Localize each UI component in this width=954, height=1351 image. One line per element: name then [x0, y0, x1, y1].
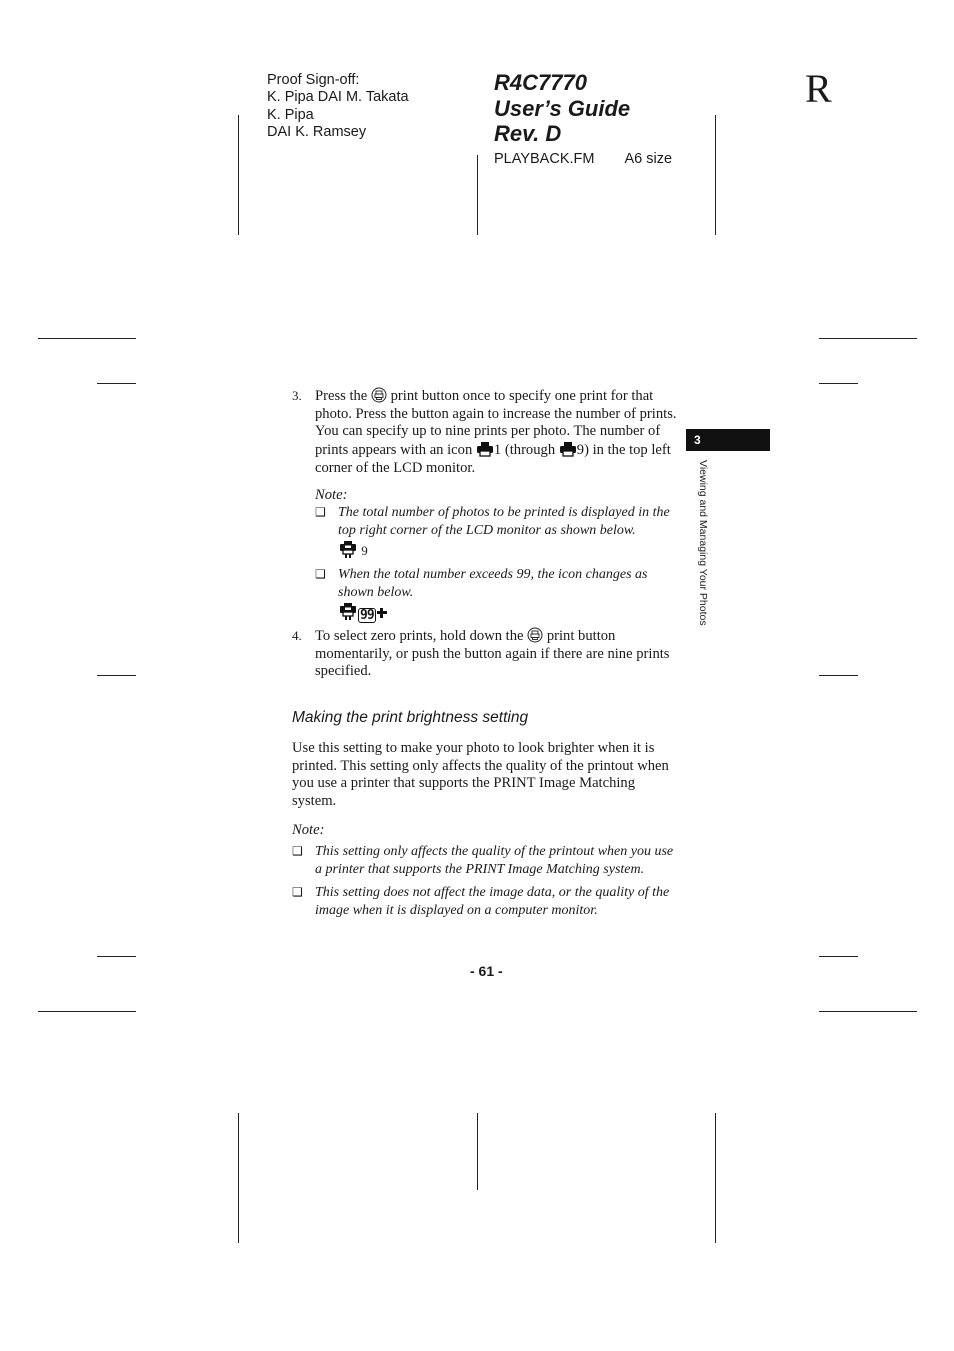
proof-line: K. Pipa DAI M. Takata	[267, 89, 409, 106]
document-title	[494, 70, 630, 147]
step-3	[292, 387, 682, 477]
note-bullet	[315, 566, 675, 606]
crop-mark-right-2	[819, 383, 858, 384]
step-text-part: print button momentarily, or push the button again if there are nine prints specified.	[315, 628, 670, 680]
step-text-part: 9) in the top left corner of the LCD monitor.	[315, 442, 671, 476]
file-info	[494, 151, 672, 167]
step-text-part: print button once to specify one print for that photo. Press the button again to increase the number of prints. You can specify up to nine prints per photo. The number of prints appears with an icon	[315, 388, 677, 459]
crop-mark-left-3	[97, 675, 136, 676]
bullet-text: This setting only affects the quality of the printout when you use a printer that supports the PRINT Image Matching system.	[315, 844, 674, 877]
crop-mark-left-5	[38, 1011, 136, 1012]
crop-mark-top-right-vertical	[715, 115, 716, 235]
page-size: A6 size	[624, 151, 673, 167]
crop-mark-right-4	[819, 956, 858, 957]
crop-mark-top-left-vertical	[238, 115, 239, 235]
page-number: - 61 -	[470, 963, 503, 979]
print-button-icon	[527, 627, 543, 643]
proof-signoff	[267, 72, 409, 141]
crop-mark-left-1	[38, 338, 136, 339]
step-4	[292, 627, 682, 683]
file-name: PLAYBACK.FM	[494, 151, 595, 167]
note-heading: Note:	[315, 487, 348, 503]
plus-icon	[377, 608, 387, 618]
step-number: 3.	[292, 388, 302, 403]
step-text	[315, 627, 683, 681]
checkbox-bullet-icon: ❑	[315, 505, 326, 519]
crop-mark-bottom-center-vertical	[477, 1113, 478, 1190]
crop-mark-left-4	[97, 956, 136, 957]
note-bullet	[315, 504, 675, 544]
total-prints-icon	[338, 541, 368, 559]
bullet-text: When the total number exceeds 99, the icon changes as shown below.	[338, 567, 648, 600]
chapter-tab: 3	[686, 429, 770, 451]
bullet-text: The total number of photos to be printed is displayed in the top right corner of the LCD monitor as shown below.	[338, 505, 670, 538]
section-heading: Making the print brightness setting	[292, 709, 529, 726]
note-bullet	[292, 884, 682, 922]
proof-line: DAI K. Ramsey	[267, 123, 367, 140]
crop-mark-left-2	[97, 383, 136, 384]
title-line: User’s Guide	[494, 95, 631, 121]
checkbox-bullet-icon: ❑	[292, 844, 303, 858]
stacked-printer-icon	[338, 541, 358, 559]
checkbox-bullet-icon: ❑	[315, 567, 326, 581]
over-99-value: 99	[360, 608, 374, 623]
bullet-text: This setting does not affect the image data, or the quality of the image when it is displayed on a computer monitor.	[315, 885, 670, 918]
revision-mark: R	[805, 66, 832, 111]
crop-mark-right-1	[819, 338, 917, 339]
total-prints-over-99-icon	[338, 603, 387, 623]
crop-mark-bottom-left-vertical	[238, 1113, 239, 1243]
step-text	[315, 387, 683, 478]
crop-mark-top-center-vertical	[477, 155, 478, 235]
step-text-part: To select zero prints, hold down the	[315, 628, 524, 644]
proof-line: Proof Sign-off:	[267, 72, 360, 88]
print-button-icon	[371, 387, 387, 403]
printer-icon	[559, 441, 577, 457]
proof-line: K. Pipa	[267, 106, 314, 123]
crop-mark-right-5	[819, 1011, 917, 1012]
step-text-part: Press the	[315, 388, 368, 404]
step-text-part: 1 (through	[493, 442, 556, 459]
step-number: 4.	[292, 628, 302, 643]
printer-icon	[476, 441, 494, 457]
stacked-printer-icon	[338, 603, 358, 621]
title-line: Rev. D	[494, 121, 562, 146]
note-bullet	[292, 843, 682, 881]
chapter-side-title: Viewing and Managing Your Photos	[697, 460, 709, 626]
note-heading: Note:	[292, 822, 325, 838]
section-paragraph: Use this setting to make your photo to look brighter when it is printed. This setting only affects the quality of the printout when you use a printer that supports the PRINT Image Matching system.	[292, 740, 669, 810]
title-line: R4C7770	[494, 70, 587, 95]
total-prints-value: 9	[361, 543, 368, 558]
crop-mark-right-3	[819, 675, 858, 676]
crop-mark-bottom-right-vertical	[715, 1113, 716, 1243]
checkbox-bullet-icon: ❑	[292, 885, 303, 899]
